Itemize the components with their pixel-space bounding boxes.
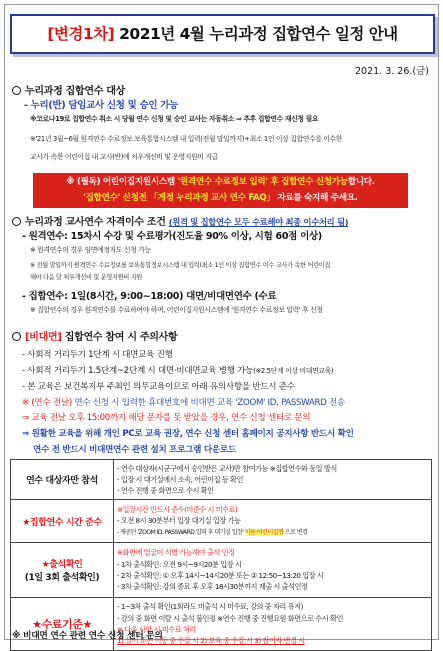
section2-heading: 누리과정 교사연수 자격이수 조건 (원격 및 집합연수 모두 수료해야 최종 이수처리 됨) <box>12 213 348 228</box>
circle-bullet-icon <box>12 217 21 226</box>
online-note-2: ※ 전월 말일까지 원격연수 수료정보를 보육통합정보시스템 내 입력(최소 1인 이상 집합연수 이수 교사가 속한 어린이집 <box>30 262 331 269</box>
section1-note-support-cont: 교사가 속한 어린이집 내 교사(반)에 처우개선비 및 운영지원비 지급 <box>30 153 218 161</box>
rule-download-program: 연수 전 반드시 비대면연수 관련 설치 프로그램 다운로드 <box>33 445 236 455</box>
time-rule-content: ※입장시간 반드시 준수(미준수 시 미수료) - 오전 8시 30분부터 입장 대기실 입장 가능 - 제공된 'ZOOM ID, PASSWARD 입력 후 대기실 입장' 이름·어린이집명 으로 변경 <box>114 500 432 543</box>
section1-eligibility: - 누리(반) 담임교사 신청 및 승인 가능 <box>24 100 179 111</box>
rule-level-1: - 사회적 거리두기 1단계 시 대면교육 진행 <box>22 350 173 360</box>
table-row <box>11 500 432 543</box>
title-prefix: [변경1차] <box>47 25 115 43</box>
online-note-1: ※ 원격연수의 경우 임면예정자도 신청 가능 <box>30 246 151 254</box>
section3-heading: [비대면] 집합연수 참여 시 주의사항 <box>12 328 177 343</box>
rule-level-2: - 사회적 거리두기 1.5단계~2단계 시 대면·비대면교육 병행 가능(※2.5단계 이상 비대면교육) <box>22 366 334 376</box>
completion-criteria-content: - 1~3차 출석 확인(1회라도 미출석 시 미수료, 강의 중 자리 유지) - 강의 중 화면 이탈 시 출석 불인정 ※연수 진행 중 진행요원 화면으로 수시 확인 ※ 다음 사항 시 미수료 처리 1) 실이 또는 이동 중 수강 시 2) 보육 중 수강 시 3) 참여자 변경 시 <box>114 598 432 651</box>
attendance-check-content: ※화면에 얼굴이 식별 가능해야 출석 인정 - 1차 출석확인: 오전 9시~9시20분 입장 시 - 2차 출석확인: ① 오후 14시~14시20분 또는 ② 12:50~13:20 입장 시 - 3차 출석확인: 강의 종료 후 오후 18시30분까지 제출 시 출석인정 <box>114 543 432 598</box>
circle-bullet-icon <box>12 86 21 95</box>
rule-pc-recommend: ⇒ 원활한 교육을 위해 개인 PC로 교육 권장, 연수 신청 센터 홈페이지 공지사항 반드시 확인 <box>22 429 354 439</box>
table-row <box>11 460 432 500</box>
attendance-only-label: 연수 대상자만 참석 <box>11 460 114 500</box>
rule-contact-center: ⇒ 교육 전날 오후 15:00까지 해당 문자를 못 받았을 경우, 연수 신청 센터로 문의 <box>22 413 311 423</box>
notice-banner: ※ (필독) 어린이집지원시스템 '원격연수 수료정보 입력' 후 집합연수 신청가능합니다. '집합연수' 신청전 「게정 누리과정 교사 연수 FAQ」 자료를 숙지해 주세요. <box>33 173 408 208</box>
group-course-requirement: - 집합연수: 1일(8시간, 9:00~18:00) 대면/비대면연수 (수료 <box>22 291 277 302</box>
section1-note-cancel: ※코로나19로 집합연수 취소 시 당월 연수 신청 및 승인 교사는 자동취소 ⇒ 추후 집합연수 재신청 필요 <box>30 115 319 123</box>
rule-mandatory: - 본 교육은 보건복지부 주최인 의무교육이므로 아래 유의사항을 반드시 준수 <box>22 382 295 392</box>
attendance-only-content: - 연수 대상자(시군구에서 승인받은 교사)만 참여가능 ※집합연수와 동일 방식 - 입장 시 대기실에서 소속, 어린이집 등 확인 - 연수 진행 중 화면으로 수시 확인 <box>114 460 432 500</box>
online-note-3: 해야 다음 달 처우개선비 및 운영지원비 지원 <box>30 274 142 281</box>
table-row <box>11 543 432 598</box>
group-note: ※ 집합연수의 경우 원격연수를 수료하여야 하며, 어린이집지원시스템에 '원격연수 수료정보 입력' 후 신청 <box>30 306 323 314</box>
page-title <box>10 14 435 54</box>
time-rule-label: ★집합연수 시간 준수 <box>11 500 114 543</box>
title-main: 2021년 4월 누리과정 집합연수 일정 안내 <box>119 25 398 43</box>
document-date: 2021. 3. 26.(금) <box>355 66 429 77</box>
online-course-requirement: - 원격연수: 15차시 수강 및 수료평가(진도율 90% 이상, 시험 60점 이상) <box>22 231 322 242</box>
table-row <box>11 598 432 651</box>
rule-zoom-sms: ※ (연수 전날) 연수 신청 시 입력한 휴대번호에 비대면 교육 'ZOOM' ID, PASSWARD 전송 <box>22 398 345 408</box>
section1-heading: 누리과정 집합연수 대상 <box>12 82 125 97</box>
circle-bullet-icon <box>12 332 21 341</box>
completion-criteria-label: ★수료기준★ <box>11 598 114 651</box>
footer-note: ※ 비대면 연수 관련 연수 신청 센터 문의 <box>12 631 163 641</box>
rules-table <box>10 459 432 651</box>
attendance-check-label: ★출석확인 (1일 3회 출석확인) <box>11 543 114 598</box>
section2-heading-note: (원격 및 집합연수 모두 수료해야 최종 이수처리 됨) <box>168 217 349 227</box>
section1-note-support: ※'21년 3월~6월 원격연수 수료정보 보육통합시스템 내 입력(전월 말일까지)+최소 1인 이상 집합연수를 이수한 <box>30 135 343 143</box>
